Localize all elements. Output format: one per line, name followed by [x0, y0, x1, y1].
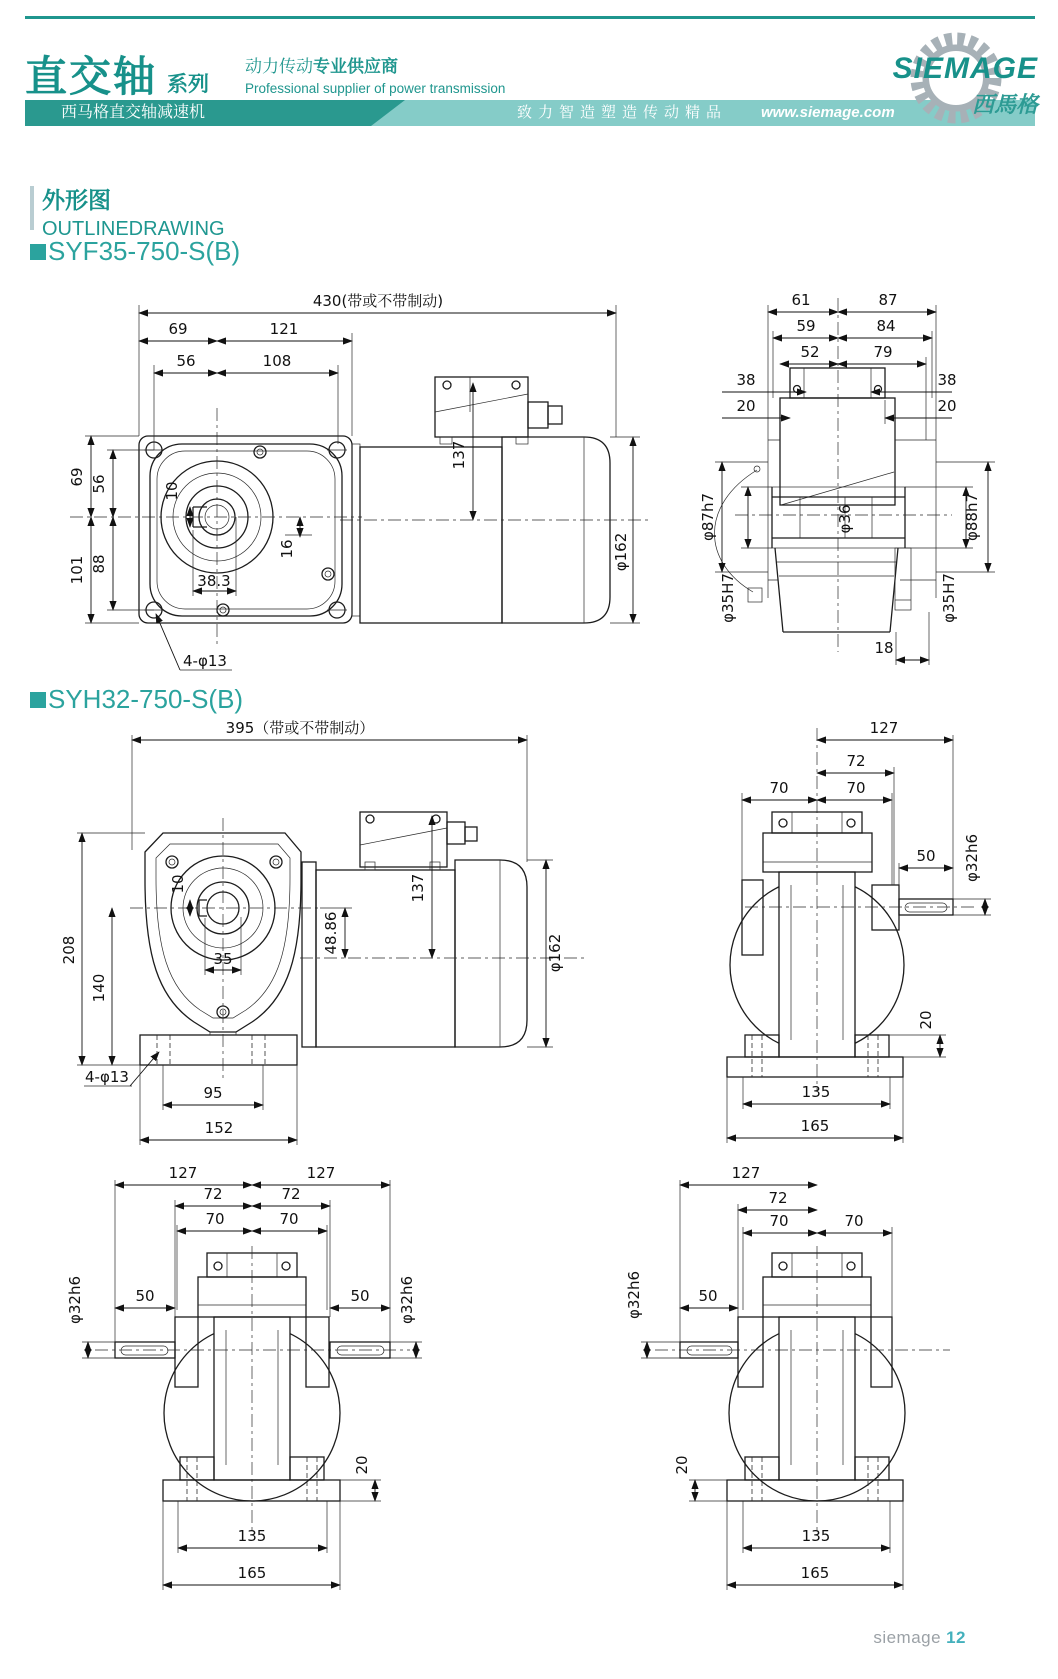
band-url[interactable]: www.siemage.com — [761, 104, 895, 121]
dim-label: 165 — [800, 1564, 830, 1582]
dim-label: 79 — [873, 343, 893, 361]
dim-label: φ32h6 — [625, 1270, 643, 1320]
dim-label: 48.86 — [322, 911, 340, 955]
dim-label: 20 — [736, 397, 756, 415]
dim-label: 395（带或不带制动） — [225, 719, 375, 737]
dim-label: 16 — [278, 539, 296, 559]
dim-label: 135 — [801, 1527, 831, 1545]
syf35-motor-side-view — [340, 377, 648, 623]
dim-label: 70 — [205, 1210, 225, 1228]
dim-label: 135 — [801, 1083, 831, 1101]
dim-label: 88 — [90, 554, 108, 574]
dim-label: φ32h6 — [398, 1275, 416, 1325]
dim-label: 137 — [450, 440, 468, 470]
dim-label: 4-φ13 — [183, 652, 227, 670]
dim-label: 137 — [409, 873, 427, 903]
dim-label: 135 — [237, 1527, 267, 1545]
dim-label: 50 — [135, 1287, 155, 1305]
band-slogan: 致力智造塑造传动精品 — [517, 104, 728, 121]
dim-label: 50 — [350, 1287, 370, 1305]
dim-label: 10 — [169, 874, 187, 894]
dim-label: 70 — [769, 1212, 789, 1230]
dim-label: φ32h6 — [963, 833, 981, 883]
dim-label: 127 — [168, 1164, 198, 1182]
dim-label: 84 — [876, 317, 896, 335]
series-title-cn: 直交轴 — [25, 53, 158, 100]
slogan-cn-regular: 动力传动 — [245, 57, 313, 76]
dim-label: φ32h6 — [66, 1275, 84, 1325]
dim-label: 38.3 — [197, 572, 231, 590]
syf35-front-view — [68, 292, 616, 670]
syh32-end-view-shaft-right — [727, 719, 991, 1143]
dim-label: φ87h7 — [699, 492, 717, 542]
page-footer — [873, 1628, 966, 1648]
dim-label: 101 — [68, 555, 86, 585]
dim-label: 38 — [937, 371, 957, 389]
logo-wordmark: SIEMAGE — [892, 52, 1038, 85]
section-title-en: OUTLINEDRAWING — [42, 218, 225, 240]
dim-label: 56 — [90, 474, 108, 494]
dim-label: 208 — [60, 935, 78, 965]
logo-wordmark-cn: 西馬格 — [971, 92, 1038, 117]
section-title-cn: 外形图 — [42, 187, 111, 213]
dim-label: φ35H7 — [940, 573, 958, 623]
dim-label: φ162 — [612, 532, 630, 572]
model-name: SYH32-750-S(B) — [48, 684, 244, 714]
dim-label: 20 — [673, 1455, 691, 1475]
dim-label: 430(带或不带制动) — [312, 292, 444, 310]
end-view-double-shaft — [66, 1164, 422, 1590]
end-view-shaft-left — [625, 1164, 950, 1590]
dim-label: 72 — [768, 1189, 788, 1207]
dim-label: 165 — [800, 1117, 830, 1135]
dim-label: 127 — [869, 719, 899, 737]
dim-label: 108 — [262, 352, 292, 370]
dim-label: φ36 — [836, 504, 854, 534]
dim-label: 35 — [213, 950, 233, 968]
dim-label: 69 — [168, 320, 188, 338]
dim-label: 52 — [800, 343, 820, 361]
dim-label: 56 — [176, 352, 196, 370]
model-name: SYF35-750-S(B) — [48, 236, 241, 266]
dim-label: 165 — [237, 1564, 267, 1582]
dim-label: 70 — [844, 1212, 864, 1230]
dim-label: 152 — [204, 1119, 234, 1137]
dim-label: 127 — [731, 1164, 761, 1182]
slogan-en: Professional supplier of power transmission — [245, 81, 506, 96]
syh32-front-view — [60, 719, 527, 1145]
dim-label: 20 — [353, 1455, 371, 1475]
dim-label: 69 — [68, 467, 86, 487]
dim-label: 140 — [90, 973, 108, 1003]
page-number: 12 — [946, 1628, 966, 1647]
dim-label: 127 — [306, 1164, 336, 1182]
dim-label: 18 — [874, 639, 894, 657]
dim-label: 50 — [916, 847, 936, 865]
slogan-cn-bold: 专业供应商 — [313, 57, 398, 76]
dim-label: 20 — [937, 397, 957, 415]
dim-label: 72 — [203, 1185, 223, 1203]
dim-label: 70 — [846, 779, 866, 797]
dim-label: 10 — [163, 481, 181, 501]
footer-brand: siemage — [873, 1628, 942, 1647]
dim-label: 121 — [269, 320, 299, 338]
dim-label: φ35H7 — [719, 573, 737, 623]
band-product-label: 西马格直交轴减速机 — [61, 104, 206, 121]
dim-label: 72 — [846, 752, 866, 770]
dim-label: 70 — [279, 1210, 299, 1228]
series-suffix: 系列 — [167, 73, 210, 96]
dim-label: φ88h7 — [963, 492, 981, 542]
dim-label: 4-φ13 — [85, 1068, 129, 1086]
syf35-section-view — [699, 291, 995, 665]
dim-label: 72 — [281, 1185, 301, 1203]
dim-label: 38 — [736, 371, 756, 389]
syh32-motor-side-view — [300, 812, 585, 1047]
dim-label: 61 — [791, 291, 811, 309]
dim-label: 50 — [698, 1287, 718, 1305]
dim-label: 59 — [796, 317, 816, 335]
dim-label: 70 — [769, 779, 789, 797]
dim-label: 20 — [917, 1010, 935, 1030]
dim-label: φ162 — [546, 933, 564, 973]
dim-label: 87 — [878, 291, 898, 309]
dim-label: 95 — [203, 1084, 223, 1102]
